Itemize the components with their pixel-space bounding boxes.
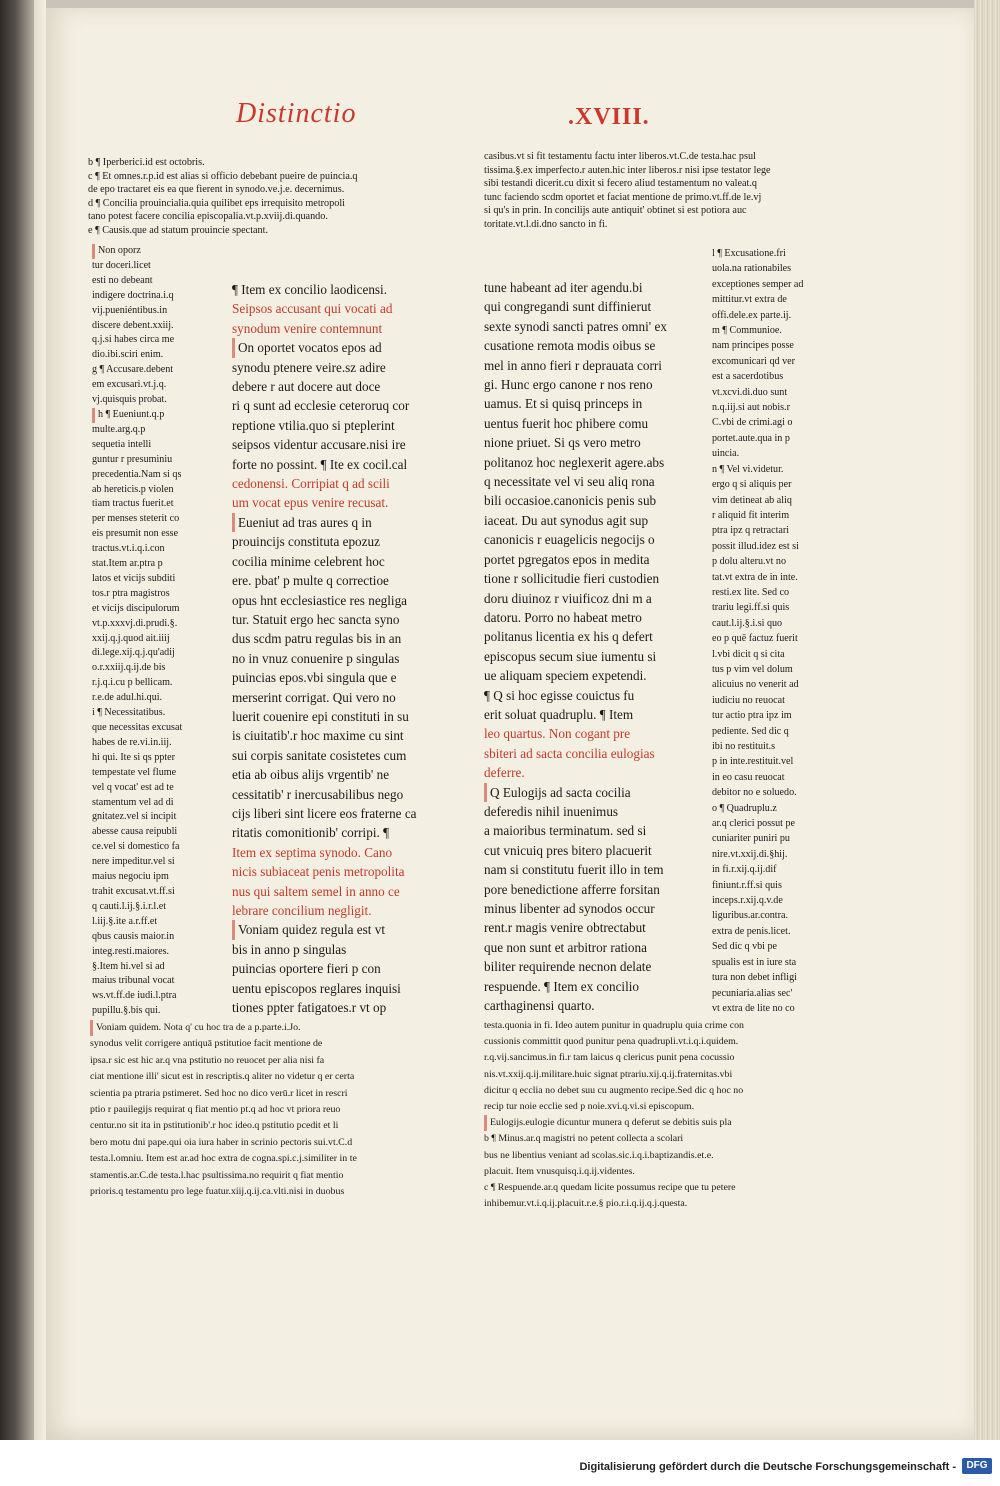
main-col1-line: Seipsos accusant qui vocati ad (232, 301, 393, 317)
gloss-right-line: spualis est in iure sta (712, 956, 797, 968)
gloss-left-line: maius tribunal vocat (92, 975, 175, 987)
main-col2-line: uentus fuerit hoc phibere comu (484, 415, 649, 431)
main-col1-line: Item ex septima synodo. Cano (232, 844, 393, 860)
gloss-right-line: iudiciu no reuocat (712, 694, 785, 706)
main-col1-line: reptione vtilia.quo si pteplerint (232, 417, 395, 433)
gloss-bottom-left-line: testa.l.omniu. Item est ar.ad hoc extra de cogna.spi.c.j.similiter in te (90, 1153, 357, 1165)
main-col1-line: ritatis comonitionib' corripi. ¶ (232, 825, 390, 841)
gloss-left-line: maius negociu ipm (92, 871, 169, 883)
gloss-right-line: extra de penis.licet. (712, 925, 791, 937)
gloss-left-line: vj.quisquis probat. (92, 394, 167, 406)
main-col2-line: politanoz hoc neglexerit agere.abs (484, 454, 665, 470)
gloss-right-line: portet.aute.qua in p (712, 432, 790, 444)
main-col2-line: qui congregandi sunt diffinierut (484, 299, 652, 315)
gloss-bottom-right-line: dicitur q ecclia no debet suu cu augmento recipe.Sed dic q hoc no (484, 1084, 744, 1096)
gloss-right-line: in eo casu reuocat (712, 771, 785, 783)
gloss-right-line: r aliquid fit interim (712, 509, 790, 521)
gloss-right-line: Sed dic q vbi pe (712, 941, 778, 953)
gloss-left-line: integ.resti.maiores. (92, 945, 170, 957)
gloss-left-line: nere impeditur.vel si (92, 856, 175, 868)
gloss-left-line: discere debent.xxiij. (92, 319, 174, 331)
page-edges (974, 0, 1000, 1440)
gloss-bottom-left-line: synodus velit corrigere antiquā pstitutioe facit mentione de (90, 1038, 323, 1050)
gloss-left-line: g ¶ Accusare.debent (92, 364, 174, 376)
gloss-right-line: debitor no e soluedo. (712, 787, 797, 799)
main-col2-line: tune habeant ad iter agendu.bi (484, 280, 643, 295)
gloss-right-line: C.vbi de crimi.agi o (712, 417, 793, 429)
main-col2-line: leo quartus. Non cogant pre (484, 726, 631, 742)
main-col1-line: sui corpis sanitate cosistetes cum (232, 747, 407, 763)
gloss-right-line: resti.ex lite. Sed co (712, 586, 790, 598)
gloss-right-line: alicuius no venerit ad (712, 679, 799, 691)
running-header-left: Distinctio (236, 98, 357, 129)
main-col1-line: Eueniut ad tras aures q in (232, 513, 468, 532)
main-col2-line: biliter requirende necnon delate (484, 959, 652, 975)
gloss-left-line: xxij.q.j.quod ait.iiij (92, 632, 170, 644)
gloss-bottom-right-line: r.q.vij.sancimus.in fi.r tam laicus q clericus punit pena cocussio (484, 1052, 735, 1064)
gloss-left-line: gnitatez.vel si incipit (92, 811, 177, 823)
main-col2-line: cusatione remota modis oibus se (484, 338, 656, 354)
gloss-top-left-line: de epo tractaret eis ea que fierent in synodo.ve.j.e. decernimus. (88, 184, 345, 196)
gloss-bottom-right-line: bus ne libentius veniant ad scolas.sic.i.q.i.baptizandis.et.e. (484, 1149, 714, 1161)
main-col2-line: mel in anno fieri r deprauata corri (484, 357, 662, 373)
gloss-bottom-left-line: centur.no sit ita in pstitutionib'.r hoc ideo.q pstitutio pcedit et li (90, 1120, 339, 1132)
main-col2-line: rent.r magis venire obtrectabut (484, 920, 646, 936)
main-col2-line: nione priuet. Si qs vero metro (484, 435, 641, 451)
gloss-left-line: et vicijs discipulorum (92, 602, 180, 614)
main-col1-line: bis in anno p singulas (232, 941, 347, 957)
gloss-left-line: stamentum vel ad di (92, 796, 174, 808)
gloss-top-left-line: tano potest facere concilia episcopalia.vt.p.xviij.di.quando. (88, 211, 328, 223)
main-col1-line: luerit couenire epi constituti in su (232, 708, 409, 724)
main-col2-line: ue aliquam speciem expetendi. (484, 668, 647, 684)
digitization-credit: Digitalisierung gefördert durch die Deutsche Forschungsgemeinschaft - (579, 1461, 956, 1473)
gloss-right-line: eo p quē factuz fuerit (712, 633, 798, 645)
gloss-right-line: ibi no restituit.s (712, 741, 776, 752)
main-col2-line: respuende. ¶ Item ex concilio (484, 978, 640, 994)
gloss-right-line: o ¶ Quadruplu.z (712, 802, 777, 814)
main-col1-line: nicis subiaceat penis metropolita (232, 864, 405, 880)
gloss-right-line: inceps.r.xij.q.v.de (712, 895, 783, 907)
main-col2-line: gi. Hunc ergo canone r nos reno (484, 377, 653, 393)
gloss-top-right-line: tissima.§.ex imperfecto.r auten.hic inter liberos.r nisi ipse testator lege (484, 164, 771, 176)
gloss-left-line: que necessitas excusat (92, 722, 183, 733)
gloss-left-line: ab hereticis.p violen (92, 483, 174, 495)
gloss-left-line: qbus causis maior.in (92, 930, 175, 942)
main-col2-line: iaceat. Du aut synodus agit sup (484, 512, 649, 528)
gloss-right-line: ptra ipz q retractari (712, 525, 790, 537)
main-col2-line: sbiteri ad sacta concilia eulogias (484, 745, 655, 761)
gloss-left-line: vij.pueniéntibus.in (92, 304, 168, 316)
gloss-left-line: r.j.q.i.cu p bellicam. (92, 677, 173, 689)
gloss-right-line: est a sacerdotibus (712, 371, 784, 383)
gloss-bottom-left-line: bero motu dni pape.qui oia iura haber in scrinio pectoris sui.vt.C.d (90, 1136, 353, 1148)
main-col1-line: tiones ppter fatigatoes.r vt op (232, 1000, 387, 1016)
gloss-right-line: pediente. Sed dic q (712, 725, 789, 737)
main-col2-line: tione r sollicitudie fieri custodien (484, 571, 660, 587)
gloss-left-line: latos et vicijs subditi (92, 572, 176, 584)
gloss-left-line: per menses steterit co (92, 513, 180, 525)
gloss-bottom-left (90, 1020, 462, 1200)
main-col1-line: lebrare concilium negligit. (232, 903, 372, 918)
main-col1-line: is ciuitatib'.r hoc maxime cu sint (232, 728, 404, 744)
main-col2-line: carthaginensi quarto. (484, 998, 595, 1014)
main-col1-line: cijs liberi sint licere eos fraterne ca (232, 805, 417, 821)
gloss-bottom-right-line: nis.vt.xxij.q.ij.militare.huic signat ptrariu.xij.q.ij.fraternitas.vbi (484, 1068, 733, 1080)
gloss-left-line: ws.vt.ff.de iudi.l.ptra pupillu.§.bis qui. (92, 990, 177, 1017)
gloss-right-line: nire.vt.xxij.di.§hij. (712, 848, 788, 860)
gloss-right-line: tat.vt extra de in inte. (712, 571, 798, 583)
gloss-left-line: sequetia intelli (92, 438, 152, 450)
gloss-bottom-left-line: stamentis.ar.C.de testa.l.hac psultissima.no requirit q fiat mentio (90, 1169, 344, 1181)
gloss-left-line: tractus.vt.i.q.i.con (92, 543, 165, 555)
main-col1-line: synodu ptenere veire.sz adire (232, 359, 386, 375)
gutter-strip (34, 0, 46, 1440)
gloss-left-line: precedentia.Nam si qs (92, 468, 182, 480)
gloss-left-line: multe.arg.q.p (92, 423, 146, 435)
gloss-right-line: vt extra de lite no co (712, 1002, 795, 1014)
gloss-left-column (92, 244, 220, 1019)
gloss-bottom-left-line: ipsa.r sic est hic ar.q vna pstitutio no reuocet per alia nisi fa (90, 1054, 325, 1066)
gloss-bottom-left-line: ciat mentione illi' sicut est in rescriptis.q aliter no videtur q er certa (90, 1071, 355, 1083)
gloss-bottom-right-line: cussionis committit quod punitur pena quadrupli.vt.i.q.i.quidem. (484, 1036, 739, 1048)
gloss-left-line: r.e.de adul.hi.qui. (92, 692, 163, 704)
gloss-top-right-line: toritate.vt.l.di.dno sancto in fi. (484, 218, 608, 230)
book-spine (0, 0, 34, 1440)
main-col1-line: cedonensi. Corripiat q ad scili (232, 476, 390, 492)
gloss-left-line: guntur r presuminiu (92, 453, 173, 465)
main-col1-line: synodum venire contemnunt (232, 320, 383, 336)
gloss-right-line: caut.l.ij.§.i.si quo (712, 617, 783, 629)
gloss-right-line: offi.dele.ex parte.ij. (712, 309, 792, 321)
gloss-top-right (484, 150, 844, 232)
main-col2-line: erit soluat quadruplu. ¶ Item (484, 706, 634, 722)
main-col2-line: deferre. (484, 765, 525, 781)
gloss-left-line: l.iij.§.ite a.r.ff.et (92, 915, 158, 927)
main-col1-line: dus scdm patru regulas bis in an (232, 631, 402, 647)
main-text-column-2 (484, 278, 704, 1015)
gloss-right-line: tura non debet infligi (712, 972, 797, 984)
gloss-left-line: di.lege.xij.q.j.qu'adij (92, 647, 175, 659)
gloss-left-line: dio.ibi.sciri enim. (92, 349, 164, 361)
gloss-right-line: excomunicari qd ver (712, 355, 795, 367)
gloss-bottom-right-line: testa.quonia in fi. Ideo autem punitur in quadruplu quia crime con (484, 1020, 744, 1031)
gloss-top-right-line: casibus.vt si fit testamentu factu inter liberos.vt.C.de testa.hac psul (484, 151, 756, 162)
main-col2-line: a maioribus terminatum. sed si (484, 823, 647, 839)
running-header-right: .XVIII. (568, 104, 650, 130)
gloss-bottom-right (484, 1018, 844, 1212)
gloss-right-line: m ¶ Communioe. (712, 325, 782, 337)
main-col2-line: Q Eulogijs ad sacta cocilia (484, 783, 704, 802)
main-col2-line: politanus licentia ex his q defert (484, 629, 653, 645)
gloss-right-line: pecuniaria.alias sec' (712, 987, 793, 999)
main-col1-line: debere r aut docere aut doce (232, 379, 381, 395)
gloss-right-line: mittitur.vt extra de (712, 294, 787, 306)
gloss-top-right-line: tunc faciendo scdm oportet et faciat mentione de primo.vt.ff.de le.vj (484, 191, 762, 203)
main-col1-line: uentu episcopos reglares inquisi (232, 980, 401, 996)
gloss-right-line: finiunt.r.ff.si quis (712, 879, 782, 891)
gloss-left-line: tiam tractus fuerit.et (92, 498, 174, 510)
main-col1-line: merserint corrigat. Qui vero no (232, 689, 396, 705)
gloss-right-line: liguribus.ar.contra. (712, 910, 788, 922)
main-col2-line: datoru. Porro no habeat metro (484, 609, 642, 625)
gloss-right-line: possit illud.idez est si (712, 540, 799, 552)
gloss-right-column (712, 246, 842, 1016)
gloss-right-line: l ¶ Excusatione.fri (712, 248, 786, 259)
gloss-left-line: i ¶ Necessitatibus. (92, 707, 166, 719)
gloss-bottom-right-line: recip tur noie ecclie sed p noie.xvi.q.vi.si episcopum. (484, 1101, 695, 1113)
main-col1-line: cocilia minime celebrent hoc (232, 553, 385, 569)
main-col1-line: tur. Statuit ergo hec sancta syno (232, 611, 400, 627)
gloss-left-line: vt.p.xxxvj.di.prudi.§. (92, 617, 178, 629)
main-col1-line: no in vnuz conuenire p singulas (232, 650, 400, 666)
main-col1-line: puincias epos.vbi singula que e (232, 670, 397, 686)
main-col1-line: forte no possint. ¶ Ite ex cocil.cal (232, 456, 408, 472)
gloss-right-line: p in inte.restituit.vel (712, 756, 794, 768)
gloss-left-line: abesse causa reipubli (92, 826, 178, 838)
gloss-left-line: indigere doctrina.i.q (92, 289, 174, 301)
main-col2-line: minus libenter ad synodos occur (484, 901, 655, 916)
gloss-bottom-right-line: placuit. Item vnusquisq.i.q.ij.videntes. (484, 1165, 635, 1177)
main-col2-line: sexte synodi sancti patres omni' ex (484, 318, 667, 334)
gloss-left-line: §.Item hi.vel si ad (92, 960, 165, 972)
gloss-left-line: em excusari.vt.j.q. (92, 379, 167, 391)
gloss-left-line: o.r.xxiij.q.ij.de bis (92, 662, 166, 674)
gloss-right-line: nam principes posse (712, 340, 794, 352)
main-col1-line: ere. pbat' p multe q correctioe (232, 573, 389, 589)
main-col2-line: doru diuinoz r viuificoz dni m a (484, 590, 652, 606)
gloss-top-left-line: c ¶ Et omnes.r.p.id est alias si officio debebant pueire de puincia.q (88, 170, 358, 182)
gloss-top-right-line: si qu's in prin. In concilijs aute antiquit' obtinet si est potiora auc (484, 205, 747, 217)
gloss-right-line: n.q.iij.si aut nobis.r (712, 402, 790, 414)
gloss-left-line: q.j.si habes circa me (92, 334, 175, 346)
gloss-bottom-left-line: Voniam quidem. Nota q' cu hoc tra de a p.parte.i.Jo. (90, 1020, 462, 1036)
gloss-bottom-right-line: c ¶ Respuende.ar.q quedam licite possumus recipe que tu petere (484, 1182, 736, 1194)
main-col1-line: cessitatib' r inercusabilibus nego (232, 786, 404, 802)
gloss-right-line: n ¶ Vel vi.videtur. (712, 463, 784, 475)
gloss-left-line: h ¶ Eueniunt.q.p (92, 408, 220, 423)
dfg-logo: DFG (962, 1458, 992, 1474)
gloss-right-line: in fi.r.xij.q.ij.dif (712, 864, 777, 876)
gloss-left-line: trahit excusat.vt.ff.si (92, 885, 175, 897)
gloss-right-line: uincia. (712, 448, 740, 460)
gloss-top-left-line: e ¶ Causis.que ad statum prouincie spectant. (88, 224, 269, 236)
gloss-right-line: cuniariter puniri pu (712, 833, 790, 845)
main-col2-line: q necessitate vel vi seu aliq rona (484, 474, 655, 490)
gloss-right-line: vt.xcvi.di.duo sunt (712, 386, 788, 398)
gloss-top-left-line: b ¶ Iperberici.id est octobris. (88, 157, 205, 168)
gloss-top-left (88, 156, 468, 238)
gloss-left-line: Non oporz (92, 244, 220, 259)
main-col1-line: nus qui saltem semel in anno ce (232, 883, 400, 899)
gloss-right-line: uola.na rationabiles (712, 263, 792, 275)
gloss-left-line: ce.vel si domestico fa (92, 841, 180, 853)
gloss-right-line: exceptiones semper ad (712, 278, 804, 290)
main-col2-line: deferedis nihil inuenimus (484, 803, 619, 819)
main-col1-line: opus hnt ecclesiastice res negliga (232, 592, 408, 608)
main-col1-line: etia ab oibus alijs vrgentib' ne (232, 767, 390, 783)
main-col1-line: prouincijs constituta epozuz (232, 534, 380, 550)
main-col1-line: seipsos videntur accusare.nisi ire (232, 437, 406, 453)
gloss-right-line: l.vbi dicit q si cita (712, 648, 785, 660)
main-col1-line: ri q sunt ad ecclesie ceteroruq cor (232, 398, 410, 414)
gloss-left-line: tempestate vel flume (92, 766, 177, 778)
gloss-bottom-left-line: prioris.q testamentu pro lege fuatur.xiij.q.ij.ca.vlti.nisi in duobus (90, 1186, 345, 1198)
gloss-left-line: tur doceri.licet (92, 259, 151, 271)
gloss-bottom-right-line: b ¶ Minus.ar.q magistri no petent collecta a scolari (484, 1133, 684, 1145)
main-col2-line: uamus. Et si quisq princeps in (484, 396, 643, 412)
main-col2-line: bili occasioe.canonicis penis sub (484, 493, 657, 509)
main-col2-line: episcopus secum siue iumentu si (484, 648, 657, 664)
main-col1-line: Voniam quidez regula est vt (232, 920, 468, 939)
gloss-top-right-line: sibi testandi dicerit.cu dixit si fecero aliud testamentum no valeat.q (484, 178, 758, 190)
gloss-bottom-right-line: inhibemur.vt.i.q.ij.placuit.r.e.§ pio.r.i.q.ij.q.j.questa. (484, 1198, 688, 1210)
gloss-left-line: tos.r ptra magistros (92, 587, 170, 599)
gloss-right-line: tus p vim vel dolum (712, 663, 793, 675)
main-col2-line: ¶ Q si hoc egisse couictus fu (484, 687, 635, 703)
main-col1-line: puincias oportere fieri p con (232, 961, 381, 977)
gloss-left-line: vel q vocat' est ad te (92, 781, 174, 793)
gloss-left-line: hi qui. Ite si qs ppter (92, 751, 175, 763)
gloss-right-line: ergo q si aliquis per (712, 479, 792, 491)
main-col2-line: nam si constitutu fuerit illo in tem (484, 862, 664, 878)
gloss-bottom-left-line: ptio r pauilegijs requirat q fiat mentio pt.q ad hoc vt priora reuo (90, 1104, 341, 1116)
gloss-right-line: p dolu alteru.vt no (712, 556, 787, 568)
gloss-left-line: stat.Item ar.ptra p (92, 558, 163, 570)
main-text-column-1 (232, 280, 468, 1017)
main-col2-line: que non sunt et arbitror rationa (484, 939, 647, 955)
gloss-top-left-line: d ¶ Concilia prouincialia.quia quilibet eps irrequisito metropoli (88, 197, 345, 209)
gloss-right-line: trariu legi.ff.si quis (712, 602, 790, 614)
gloss-left-line: esti no debeant (92, 274, 153, 286)
main-col2-line: canonicis r euagelicis negocijs o (484, 532, 655, 548)
main-col2-line: cut vnicuiq pres bitero placuerit (484, 842, 652, 858)
gloss-left-line: q cauti.l.ij.§.i.r.l.et (92, 900, 167, 912)
gloss-left-line: habes de re.vi.in.iij. (92, 736, 172, 748)
gloss-right-line: tur actio ptra ipz im (712, 710, 792, 722)
gloss-left-line: eis presumit non esse (92, 528, 179, 540)
main-col1-line: On oportet vocatos epos ad (232, 338, 468, 357)
main-col1-line: um vocat epus venire recusat. (232, 495, 389, 511)
gloss-bottom-right-line: Eulogijs.eulogie dicuntur munera q deferut se debitis suis pla (484, 1115, 844, 1131)
main-col2-line: pore benedictione afferre forsitan (484, 881, 660, 897)
gloss-right-line: vim detineat ab aliq (712, 494, 792, 506)
gloss-bottom-left-line: scientia pa ptraria pstimeret. Sed hoc no dico verū.r licet in rescri (90, 1087, 348, 1099)
main-col2-line: portet pgregatos epos in medita (484, 551, 650, 567)
gloss-right-line: ar.q clerici possut pe (712, 818, 795, 830)
main-col1-line: ¶ Item ex concilio laodicensi. (232, 282, 388, 297)
